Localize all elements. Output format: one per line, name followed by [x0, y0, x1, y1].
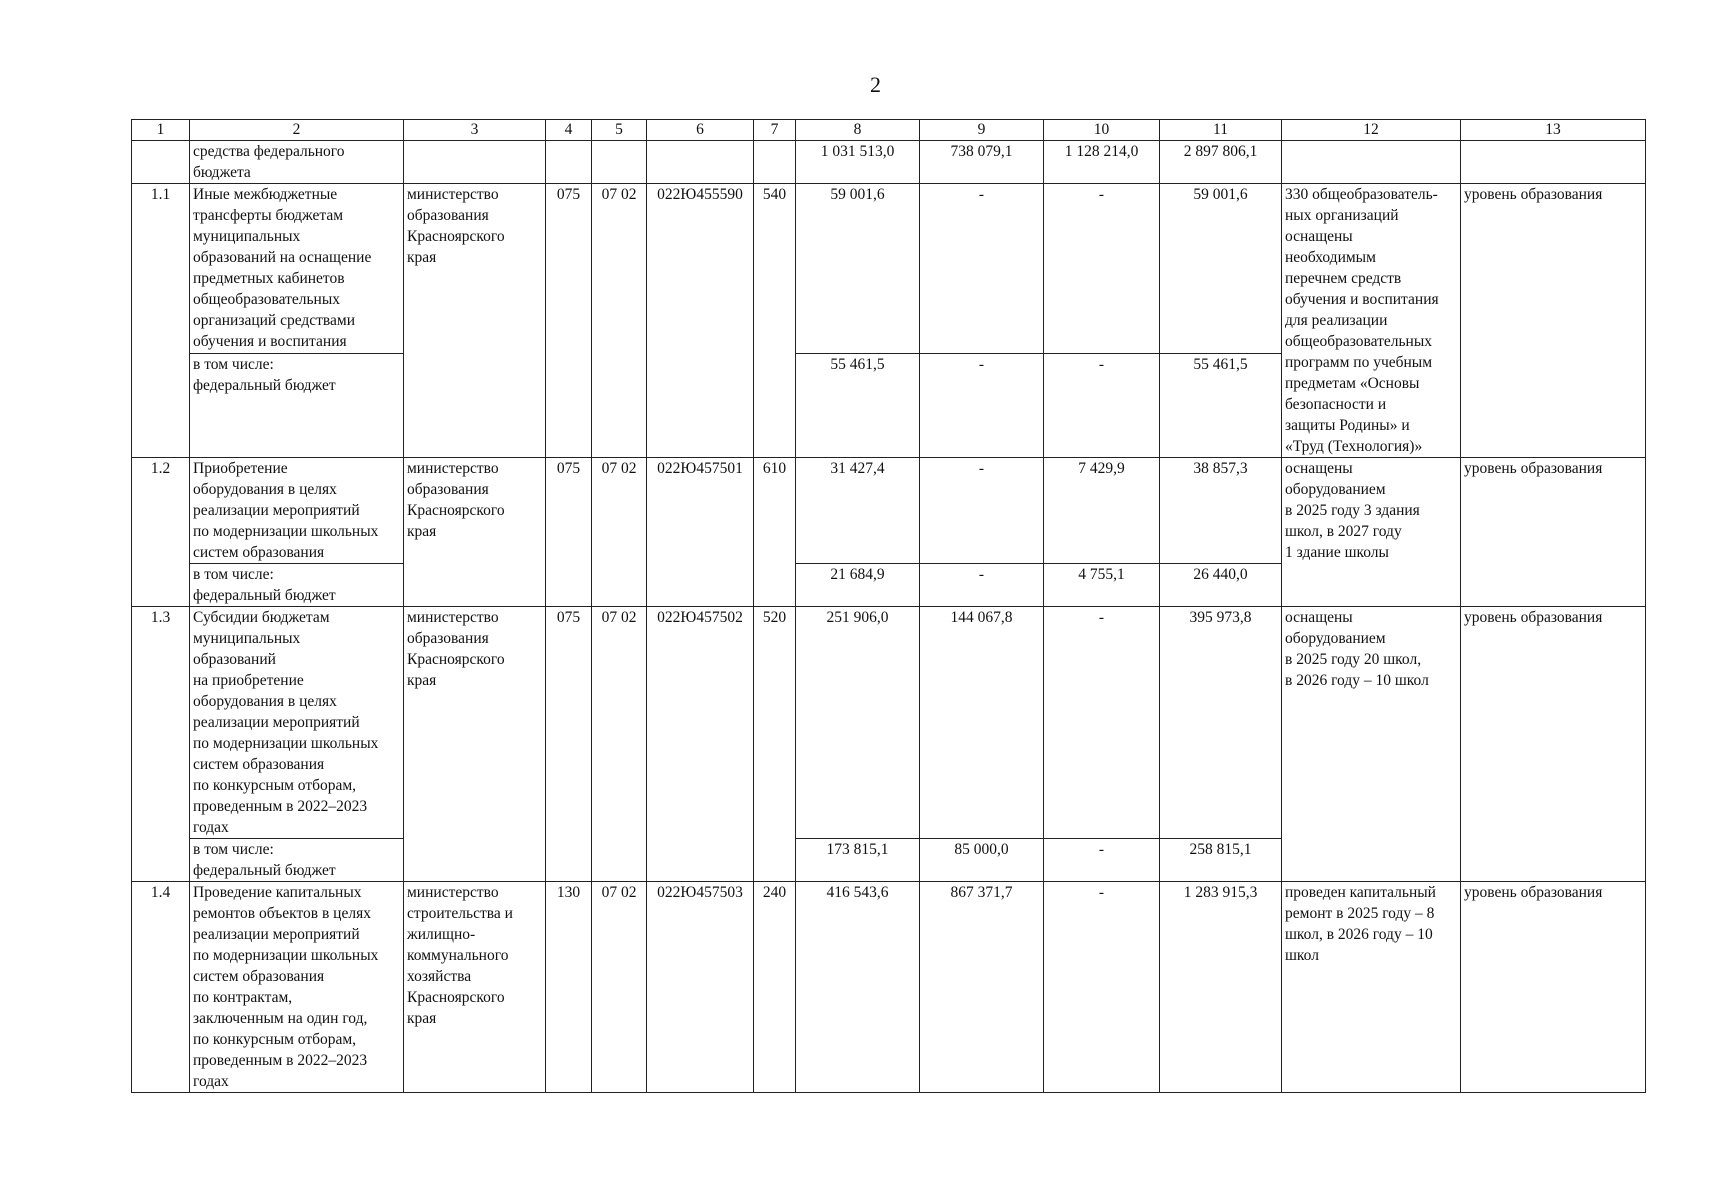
fed-value-2027: - [1044, 839, 1160, 882]
column-number: 7 [754, 120, 796, 141]
item-level: уровень образования [1461, 607, 1646, 882]
item-grbs: 075 [546, 184, 592, 458]
value-2027: - [1044, 607, 1160, 839]
item-number: 1.1 [132, 184, 190, 458]
table-row [132, 882, 1646, 1093]
item-csr: 022Ю455590 [647, 184, 754, 458]
item-number: 1.2 [132, 458, 190, 607]
item-rzpr: 07 02 [592, 458, 647, 607]
item-rzpr: 07 02 [592, 607, 647, 882]
column-number-row [132, 120, 1646, 141]
fed-value-2025: 21 684,9 [796, 564, 920, 607]
value-2026: 144 067,8 [920, 607, 1044, 839]
column-number: 10 [1044, 120, 1160, 141]
value-2026: - [920, 184, 1044, 354]
item-vr: 540 [754, 184, 796, 458]
federal-label: в том числе: федеральный бюджет [190, 564, 404, 607]
item-name: Приобретение оборудования в целях реализации мероприятий по модернизации школьных систем образования [190, 458, 404, 564]
value-2026: - [920, 458, 1044, 564]
item-level: уровень образования [1461, 882, 1646, 1093]
item-vr: 240 [754, 882, 796, 1093]
value-2027: 7 429,9 [1044, 458, 1160, 564]
value-total: 1 283 915,3 [1160, 882, 1282, 1093]
column-number: 13 [1461, 120, 1646, 141]
item-executor: министерство образования Красноярского края [404, 607, 546, 882]
federal-label: в том числе: федеральный бюджет [190, 353, 404, 457]
value-2026: 738 079,1 [920, 141, 1044, 184]
column-number: 6 [647, 120, 754, 141]
fed-value-total: 26 440,0 [1160, 564, 1282, 607]
column-number: 3 [404, 120, 546, 141]
value-2025: 31 427,4 [796, 458, 920, 564]
item-result: 330 общеобразователь- ных организаций оснащены необходимым перечнем средств обучения и воспитания для реализации общеобразовательных программ по учебным предметам «Основы безопасности и защиты Родины» и «Труд (Технология)» [1282, 184, 1461, 458]
item-csr: 022Ю457501 [647, 458, 754, 607]
item-number: 1.3 [132, 607, 190, 882]
column-number: 12 [1282, 120, 1461, 141]
item-executor: министерство строительства и жилищно- коммунального хозяйства Красноярского края [404, 882, 546, 1093]
item-executor: министерство образования Красноярского края [404, 458, 546, 607]
budget-table [131, 119, 1646, 1093]
table-row [132, 607, 1646, 839]
item-grbs: 075 [546, 458, 592, 607]
value-total: 395 973,8 [1160, 607, 1282, 839]
fed-value-2027: 4 755,1 [1044, 564, 1160, 607]
value-2025: 251 906,0 [796, 607, 920, 839]
value-2027: 1 128 214,0 [1044, 141, 1160, 184]
table-row [132, 458, 1646, 564]
item-name: Проведение капитальных ремонтов объектов в целях реализации мероприятий по модернизации школьных систем образования по контрактам, заключенным на один год, по конкурсным отборам, проведенным в 2022–2023 годах [190, 882, 404, 1093]
column-number: 9 [920, 120, 1044, 141]
item-csr: 022Ю457502 [647, 607, 754, 882]
table-row-federal-total [132, 141, 1646, 184]
value-total: 2 897 806,1 [1160, 141, 1282, 184]
column-number: 2 [190, 120, 404, 141]
item-grbs: 075 [546, 607, 592, 882]
value-2025: 416 543,6 [796, 882, 920, 1093]
fed-value-total: 258 815,1 [1160, 839, 1282, 882]
item-csr: 022Ю457503 [647, 882, 754, 1093]
value-total: 59 001,6 [1160, 184, 1282, 354]
item-rzpr: 07 02 [592, 184, 647, 458]
fed-value-2026: 85 000,0 [920, 839, 1044, 882]
fed-value-2026: - [920, 353, 1044, 457]
item-grbs: 130 [546, 882, 592, 1093]
value-2025: 59 001,6 [796, 184, 920, 354]
item-vr: 520 [754, 607, 796, 882]
value-2025: 1 031 513,0 [796, 141, 920, 184]
item-name: Субсидии бюджетам муниципальных образований на приобретение оборудования в целях реализации мероприятий по модернизации школьных систем образования по конкурсным отборам, проведенным в 2022–2023 годах [190, 607, 404, 839]
value-2027: - [1044, 882, 1160, 1093]
item-rzpr: 07 02 [592, 882, 647, 1093]
column-number: 5 [592, 120, 647, 141]
item-result: оснащены оборудованием в 2025 году 3 здания школ, в 2027 году 1 здание школы [1282, 458, 1461, 607]
item-level: уровень образования [1461, 184, 1646, 458]
column-number: 4 [546, 120, 592, 141]
federal-label: в том числе: федеральный бюджет [190, 839, 404, 882]
fed-value-total: 55 461,5 [1160, 353, 1282, 457]
column-number: 8 [796, 120, 920, 141]
item-result: проведен капитальный ремонт в 2025 году – 8 школ, в 2026 году – 10 школ [1282, 882, 1461, 1093]
value-2026: 867 371,7 [920, 882, 1044, 1093]
value-2027: - [1044, 184, 1160, 354]
item-level: уровень образования [1461, 458, 1646, 607]
item-executor: министерство образования Красноярского края [404, 184, 546, 458]
column-number: 11 [1160, 120, 1282, 141]
fed-value-2025: 173 815,1 [796, 839, 920, 882]
fed-value-2026: - [920, 564, 1044, 607]
item-number: 1.4 [132, 882, 190, 1093]
item-result: оснащены оборудованием в 2025 году 20 школ, в 2026 году – 10 школ [1282, 607, 1461, 882]
value-total: 38 857,3 [1160, 458, 1282, 564]
fed-value-2025: 55 461,5 [796, 353, 920, 457]
table-row [132, 184, 1646, 354]
page-number: 2 [870, 72, 881, 97]
item-name: Иные межбюджетные трансферты бюджетам муниципальных образований на оснащение предметных кабинетов общеобразовательных организаций средствами обучения и воспитания [190, 184, 404, 354]
item-vr: 610 [754, 458, 796, 607]
column-number: 1 [132, 120, 190, 141]
fed-value-2027: - [1044, 353, 1160, 457]
row-name: средства федерального бюджета [190, 141, 404, 184]
